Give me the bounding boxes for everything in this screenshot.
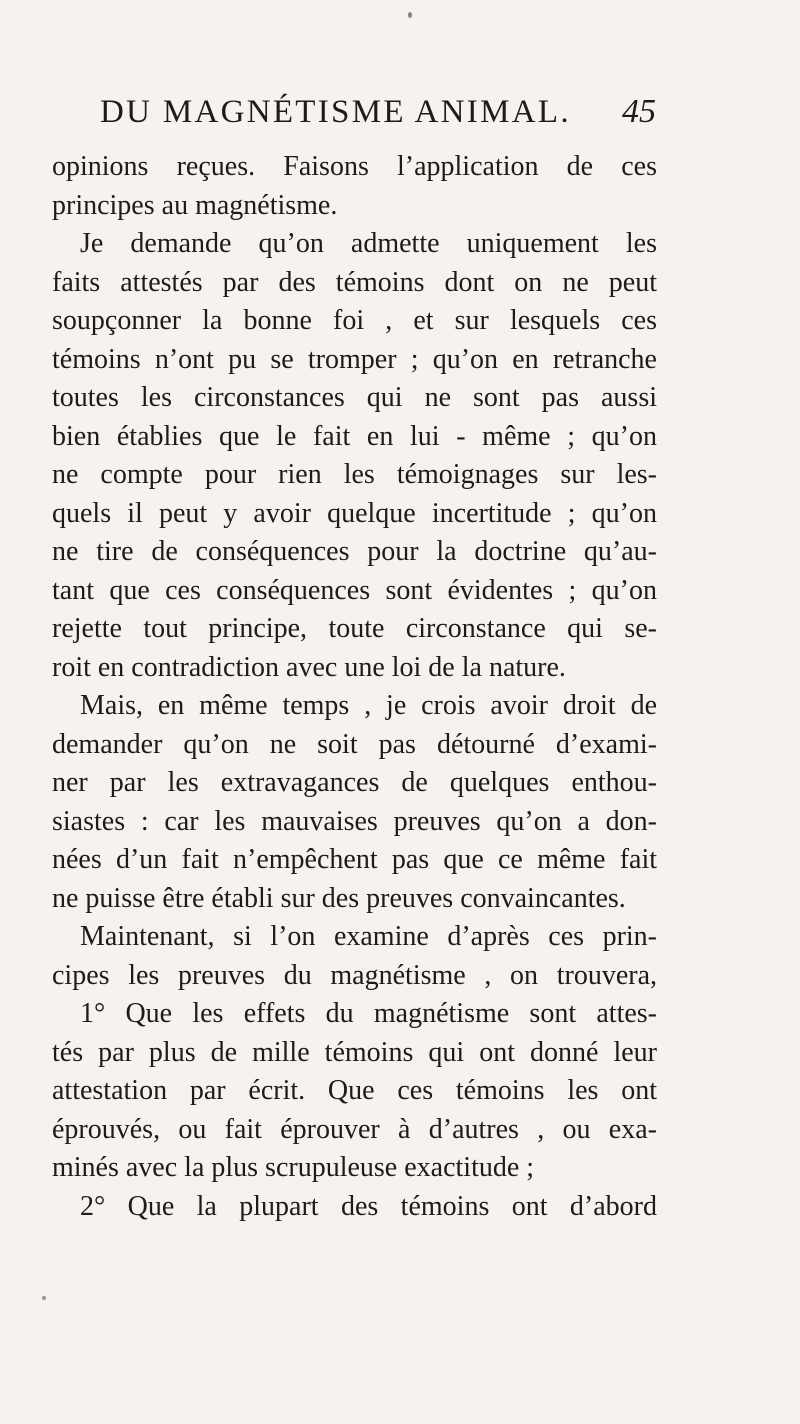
text-line: éprouvés, ou fait éprouver à d’autres , ou exa-: [52, 1113, 657, 1145]
text-line: quels il peut y avoir quelque incertitude ; qu’on: [52, 497, 657, 529]
text-line: 1° Que les effets du magnétisme sont attes-: [80, 998, 657, 1029]
running-title: DU MAGNÉTISME ANIMAL.: [100, 94, 571, 130]
text-line: tés par plus de mille témoins qui ont donné leur: [52, 1036, 657, 1068]
text-line: ne puisse être établi sur des preuves convaincantes.: [52, 882, 626, 914]
text-line: cipes les preuves du magnétisme , on trouvera,: [52, 959, 657, 991]
text-line: faits attestés par des témoins dont on ne peut: [52, 266, 657, 298]
text-line: ne compte pour rien les témoignages sur les-: [52, 459, 657, 490]
text-line: soupçonner la bonne foi , et sur lesquels ces: [52, 305, 657, 336]
text-line: ne tire de conséquences pour la doctrine qu’au-: [52, 536, 657, 567]
text-line: bien établies que le fait en lui - même ; qu’on: [52, 420, 657, 452]
ink-speck: [408, 12, 412, 18]
ink-speck: [42, 1296, 46, 1300]
page-number: 45: [622, 93, 656, 130]
text-line: minés avec la plus scrupuleuse exactitude ;: [52, 1152, 535, 1183]
text-line: rejette tout principe, toute circonstance qui se-: [52, 613, 657, 644]
text-line: Je demande qu’on admette uniquement les: [80, 228, 657, 259]
text-line: toutes les circonstances qui ne sont pas aussi: [52, 382, 657, 413]
body-text: [52, 148, 657, 1226]
text-line: siastes : car les mauvaises preuves qu’on a don-: [52, 805, 657, 837]
text-line: opinions reçues. Faisons l’application de ces: [52, 151, 657, 182]
text-line: Maintenant, si l’on examine d’après ces prin-: [80, 921, 657, 952]
text-line: Mais, en même temps , je crois avoir droit de: [80, 690, 657, 721]
page-header: [100, 88, 656, 136]
text-line: demander qu’on ne soit pas détourné d’exami-: [52, 728, 657, 760]
text-line: ner par les extravagances de quelques enthou-: [52, 767, 657, 798]
text-line: principes au magnétisme.: [52, 189, 338, 221]
text-line: tant que ces conséquences sont évidentes ; qu’on: [52, 574, 657, 606]
text-line: roit en contradiction avec une loi de la nature.: [52, 651, 566, 683]
text-line: attestation par écrit. Que ces témoins les ont: [52, 1075, 657, 1106]
text-line: nées d’un fait n’empêchent pas que ce même fait: [52, 844, 657, 875]
text-line: témoins n’ont pu se tromper ; qu’on en retranche: [52, 343, 657, 375]
text-line: 2° Que la plupart des témoins ont d’abord: [80, 1190, 657, 1222]
